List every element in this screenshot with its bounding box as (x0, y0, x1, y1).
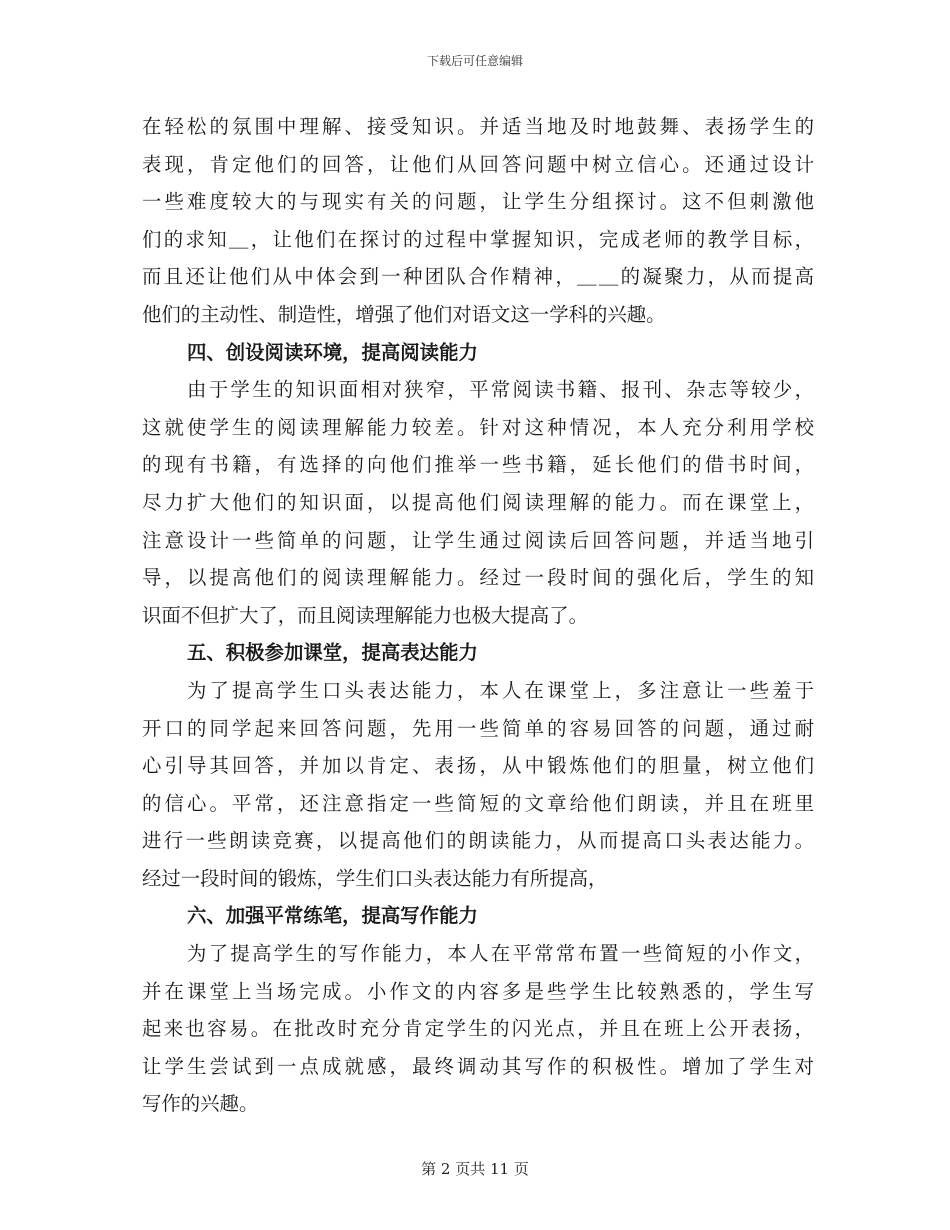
body-line: 他们的主动性、制造性，增强了他们对语文这一学科的兴趣。 (142, 302, 666, 326)
body-line: 让学生尝试到一点成就感，最终调动其写作的积极性。增加了学生对 (142, 1054, 814, 1078)
page-number: 第 2 页共 11 页 (421, 1160, 529, 1178)
body-line: 开口的同学起来回答问题，先用一些简单的容易回答的问题，通过耐 (142, 716, 814, 740)
body-line: 进行一些朗读竞赛，以提高他们的朗读能力，从而提高口头表达能力。 (142, 829, 814, 853)
body-line: 写作的兴趣。 (142, 1092, 259, 1116)
body-line: 一些难度较大的与现实有关的问题，让学生分组探讨。这不但刺激他 (142, 190, 814, 214)
body-line: 识面不但扩大了，而且阅读理解能力也极大提高了。 (142, 603, 588, 627)
section-heading: 六、加强平常练笔，提高写作能力 (187, 904, 478, 928)
body-line: 由于学生的知识面相对狭窄，平常阅读书籍、报刊、杂志等较少， (187, 378, 814, 402)
body-line: 的现有书籍，有选择的向他们推举一些书籍，延长他们的借书时间， (142, 453, 814, 477)
body-line: 导，以提高他们的阅读理解能力。经过一段时间的强化后，学生的知 (142, 566, 814, 590)
body-line: 表现，肯定他们的回答，让他们从回答问题中树立信心。还通过设计 (142, 152, 814, 176)
body-line: 心引导其回答，并加以肯定、表扬，从中锻炼他们的胆量，树立他们 (142, 754, 814, 778)
page-header: 下载后可任意编辑 (426, 54, 523, 68)
body-line: 并在课堂上当场完成。小作文的内容多是些学生比较熟悉的，学生写 (142, 979, 814, 1003)
section-heading: 四、创设阅读环境，提高阅读能力 (187, 340, 478, 364)
section-heading: 五、积极参加课堂，提高表达能力 (187, 641, 478, 665)
body-line: 的信心。平常，还注意指定一些简短的文章给他们朗读，并且在班里 (142, 791, 814, 815)
body-line: 注意设计一些简单的问题，让学生通过阅读后回答问题，并适当地引 (142, 528, 814, 552)
body-line: 尽力扩大他们的知识面，以提高他们阅读理解的能力。而在课堂上， (142, 490, 814, 514)
body-line: 为了提高学生的写作能力，本人在平常常布置一些简短的小作文， (187, 942, 814, 966)
document-body (142, 108, 814, 1123)
body-line: 在轻松的氛围中理解、接受知识。并适当地及时地鼓舞、表扬学生的 (142, 115, 814, 138)
body-line: 们的求知＿，让他们在探讨的过程中掌握知识，完成老师的教学目标， (142, 227, 814, 251)
body-line: 为了提高学生口头表达能力，本人在课堂上，多注意让一些羞于 (187, 678, 814, 702)
body-line: 这就使学生的阅读理解能力较差。针对这种情况，本人充分利用学校 (142, 415, 814, 439)
body-line: 而且还让他们从中体会到一种团队合作精神，＿＿的凝聚力，从而提高 (142, 265, 814, 289)
body-line: 起来也容易。在批改时充分肯定学生的闪光点，并且在班上公开表扬， (142, 1017, 814, 1041)
body-line: 经过一段时间的锻炼，学生们口头表达能力有所提高， (142, 866, 608, 890)
